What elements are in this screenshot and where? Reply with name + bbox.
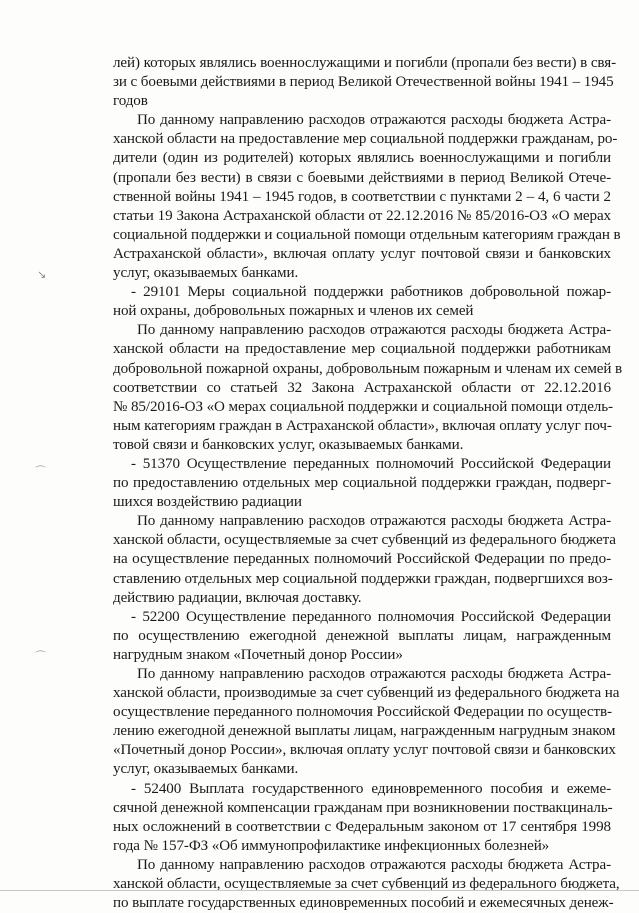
text-line: ханской области на предоставление мер социальной поддержки работникам xyxy=(113,341,611,358)
text-line: соответствии со статьей 32 Закона Астраханской области от 22.12.2016 xyxy=(113,379,611,396)
document-body xyxy=(113,54,623,913)
text-line: По данному направлению расходов отражаются расходы бюджета Астра- xyxy=(137,513,611,530)
text-line: ханской области на предоставление мер социальной поддержки гражданам, ро- xyxy=(113,131,618,148)
text-line: на осуществление переданных полномочий Российской Федерации по предо- xyxy=(113,551,611,568)
text-line: годов xyxy=(113,93,148,110)
margin-mark: ⌒ xyxy=(35,465,46,478)
text-line: - 51370 Осуществление переданных полномочий Российской Федерации xyxy=(131,455,611,472)
text-line: действию радиации, включая доставку. xyxy=(113,589,362,606)
text-line: добровольной пожарной охраны, добровольным пожарным и членам их семей в xyxy=(113,360,623,377)
text-line: шихся воздействию радиации xyxy=(113,494,302,511)
text-line: ханской области, производимые за счет субвенций из федерального бюджета на xyxy=(113,685,620,702)
text-line: товой связи и банковских услуг, оказываемых банками. xyxy=(113,436,464,453)
text-line: ханской области, осуществляемые за счет субвенций из федерального бюджета xyxy=(113,532,616,549)
text-line: «Почетный донор России», включая оплату услуг почтовой связи и банковских xyxy=(113,742,616,759)
text-line: ным категориям граждан в Астраханской области», включая оплату услуг поч- xyxy=(113,417,612,434)
text-line: ственной войны 1941 – 1945 годов, в соответствии с пунктами 2 – 4, 6 части 2 xyxy=(113,188,611,205)
text-line: дители (один из родителей) которых являлись военнослужащими и погибли xyxy=(113,150,611,167)
text-line: № 85/2016-ОЗ «О мерах социальной поддержки и социальной помощи отдель- xyxy=(113,398,613,415)
text-line: По данному направлению расходов отражаются расходы бюджета Астра- xyxy=(137,112,611,129)
text-line: ставлению отдельных мер социальной поддержки граждан, подвергшихся воз- xyxy=(113,570,613,587)
text-line: услуг, оказываемых банками. xyxy=(113,761,299,778)
text-line: статьи 19 Закона Астраханской области от 22.12.2016 № 85/2016-ОЗ «О мерах xyxy=(113,207,611,224)
text-line: - 29101 Меры социальной поддержки работников добровольной пожар- xyxy=(131,284,611,301)
text-line: сячной денежной компенсации гражданам при возникновении поствакциналь- xyxy=(113,799,613,816)
text-line: осуществление переданного полномочия Российской Федерации по осуществ- xyxy=(113,704,612,721)
page-bottom-rule xyxy=(0,890,639,891)
text-line: - 52200 Осуществление переданного полномочия Российской Федерации xyxy=(131,608,611,625)
text-line: По данному направлению расходов отражаются расходы бюджета Астра- xyxy=(137,666,611,682)
margin-mark: ↘ xyxy=(37,268,47,281)
text-line: (пропали без вести) в связи с боевыми действиями в период Великой Отече- xyxy=(113,169,611,186)
text-line: зи с боевыми действиями в период Великой Отечественной войны 1941 – 1945 xyxy=(113,74,614,91)
text-line: года № 157-ФЗ «Об иммунопрофилактике инфекционных болезней» xyxy=(113,837,550,854)
text-line: нагрудным знаком «Почетный донор России» xyxy=(113,646,403,663)
text-line: по выплате государственных единовременных пособий и ежемесячных денеж- xyxy=(113,895,614,912)
text-line: По данному направлению расходов отражаются расходы бюджета Астра- xyxy=(137,322,611,339)
text-line: по предоставлению отдельных мер социальной поддержки граждан, подверг- xyxy=(113,475,611,492)
text-line: лению ежегодной денежной выплаты лицам, награжденным нагрудным знаком xyxy=(113,723,616,740)
text-line: услуг, оказываемых банками. xyxy=(113,265,299,282)
text-line: по осуществлению ежегодной денежной выплаты лицам, награжденным xyxy=(113,627,611,644)
margin-mark: ⌒ xyxy=(35,650,46,663)
text-line: социальной поддержки и социальной помощи отдельным категориям граждан в xyxy=(113,226,621,243)
text-line: - 52400 Выплата государственного единовременного пособия и ежеме- xyxy=(131,780,611,797)
text-line: Астраханской области», включая оплату услуг почтовой связи и банковских xyxy=(113,245,611,262)
text-line: ной охраны, добровольных пожарных и членов их семей xyxy=(113,303,474,320)
text-line: По данному направлению расходов отражаются расходы бюджета Астра- xyxy=(137,856,611,873)
text-line: ханской области, осуществляемые за счет субвенций из федерального бюджета, xyxy=(113,876,620,893)
text-line: ных осложнений в соответствии с Федеральным законом от 17 сентября 1998 xyxy=(113,818,611,835)
text-line: лей) которых являлись военнослужащими и погибли (пропали без вести) в свя- xyxy=(113,55,617,71)
